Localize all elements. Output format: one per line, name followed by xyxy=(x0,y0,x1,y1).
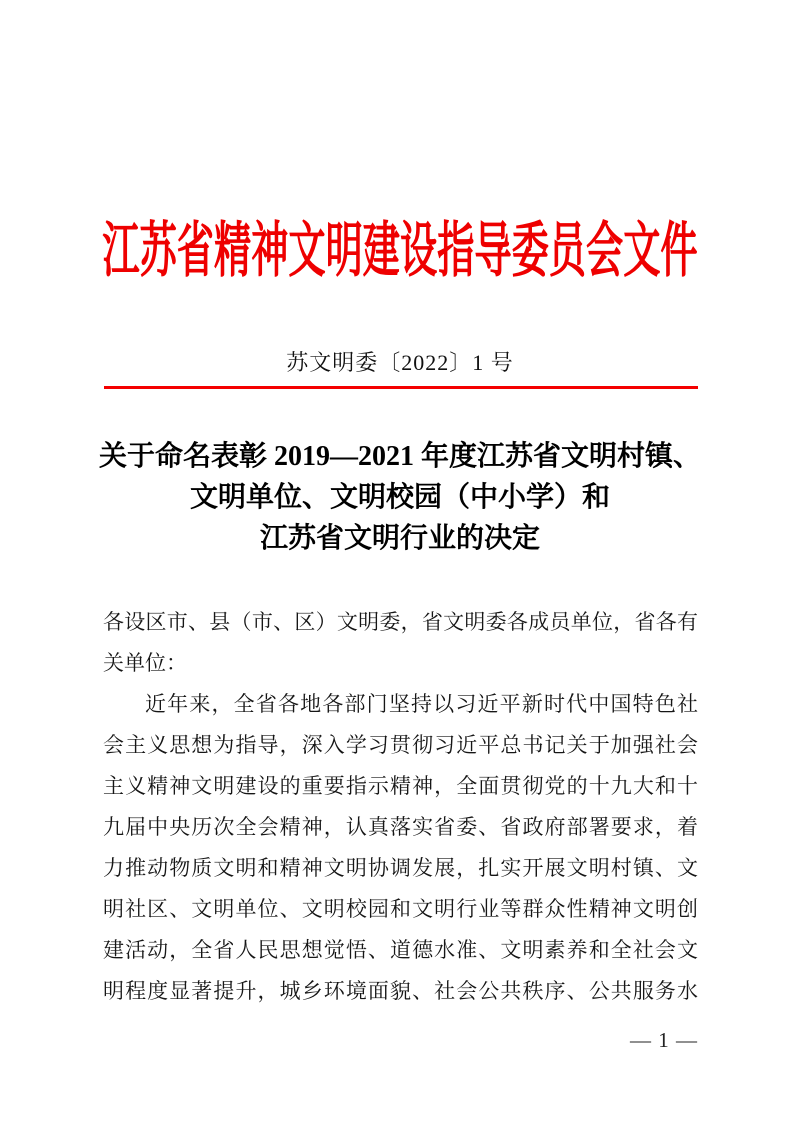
red-divider-line xyxy=(104,386,698,389)
issuing-org-header xyxy=(0,218,800,288)
document-number: 苏文明委〔2022〕1 号 xyxy=(286,350,514,375)
document-title-line-2: 文明单位、文明校园（中小学）和 xyxy=(189,482,610,513)
salutation-line: 各设区市、县（市、区）文明委，省文明委各成员单位，省各有 xyxy=(103,610,698,634)
document-title-line-3: 江苏省文明行业的决定 xyxy=(259,523,540,554)
paragraph-line: 主义精神文明建设的重要指示精神，全面贯彻党的十九大和十 xyxy=(103,774,698,798)
salutation-line: 关单位： xyxy=(103,651,187,675)
page-number: — 1 — xyxy=(630,1028,698,1052)
paragraph-line: 明社区、文明单位、文明校园和文明行业等群众性精神文明创 xyxy=(103,897,698,921)
paragraph-line: 明程度显著提升，城乡环境面貌、社会公共秩序、公共服务水 xyxy=(103,979,698,1003)
paragraph-line: 九届中央历次全会精神，认真落实省委、省政府部署要求，着 xyxy=(103,815,698,839)
paragraph-line: 建活动，全省人民思想觉悟、道德水准、文明素养和全社会文 xyxy=(103,938,698,962)
document-title xyxy=(0,436,800,559)
issuing-org-title: 江苏省精神文明建设指导委员会文件 xyxy=(102,218,698,284)
paragraph-line: 近年来，全省各地各部门坚持以习近平新时代中国特色社 xyxy=(145,692,698,716)
paragraph-line: 会主义思想为指导，深入学习贯彻习近平总书记关于加强社会 xyxy=(103,733,698,757)
paragraph-line: 力推动物质文明和精神文明协调发展，扎实开展文明村镇、文 xyxy=(103,856,698,880)
document-body xyxy=(103,602,698,1012)
document-title-line-1: 关于命名表彰 2019—2021 年度江苏省文明村镇、 xyxy=(98,441,701,472)
